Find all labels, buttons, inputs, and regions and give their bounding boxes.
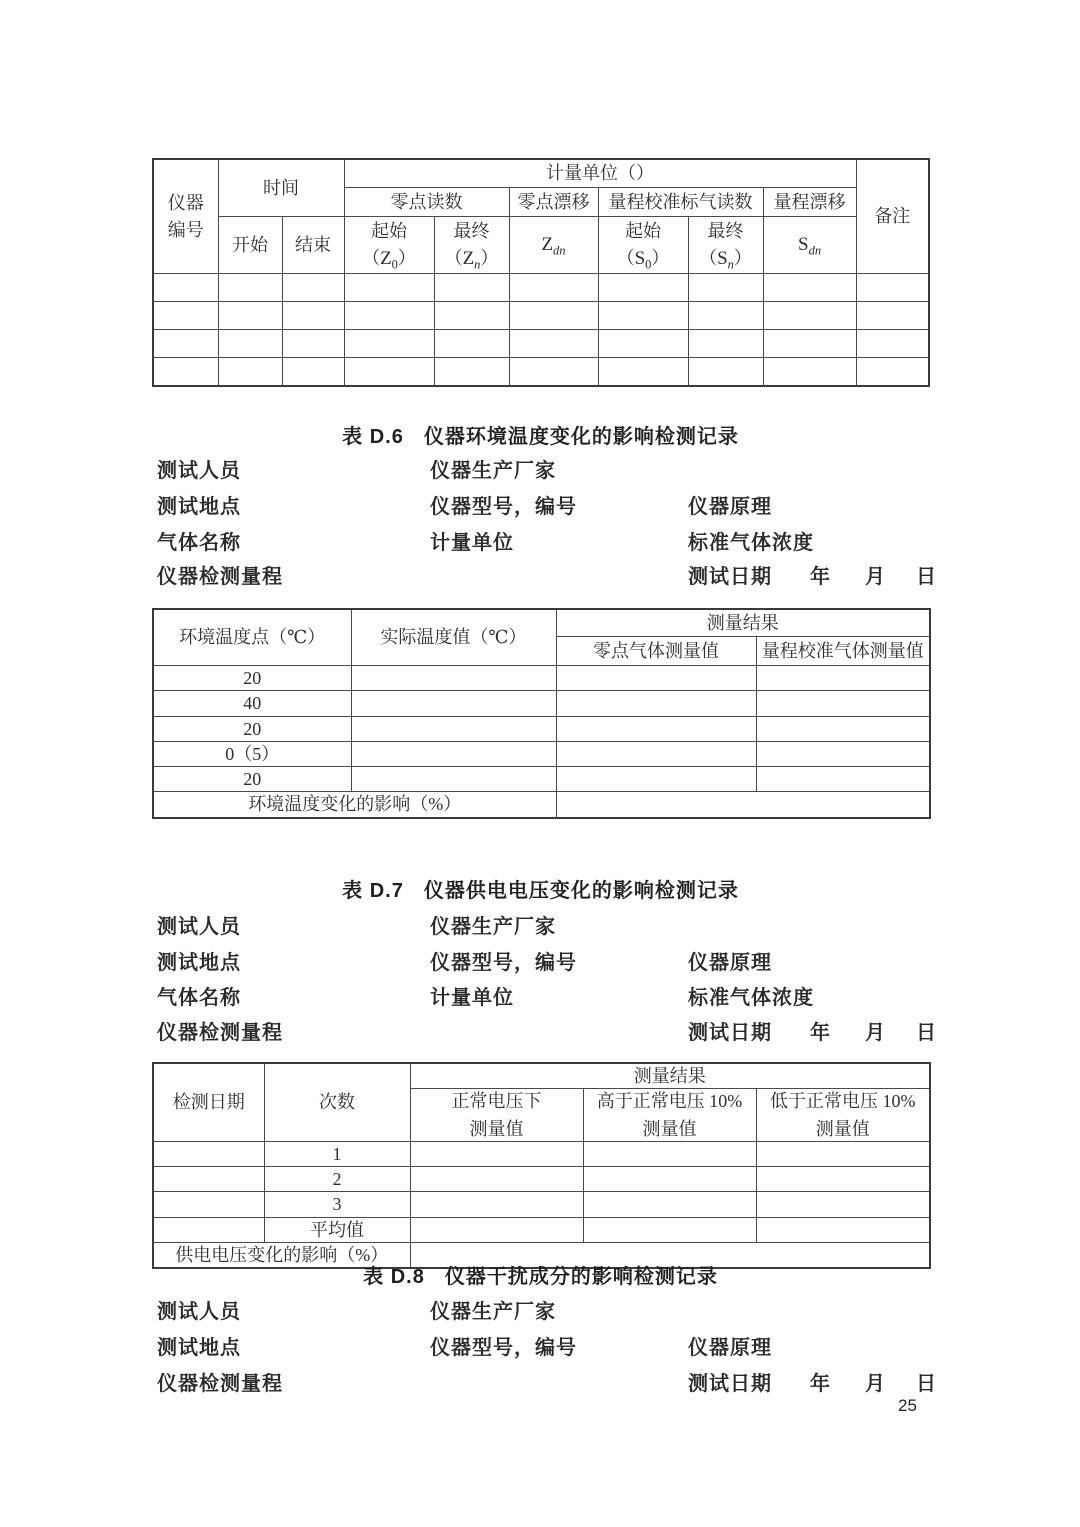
data-cell-temp: 20 bbox=[153, 767, 351, 792]
footer-cell-influence: 环境温度变化的影响（%） bbox=[153, 792, 556, 818]
empty-cell bbox=[153, 274, 218, 302]
label-month: 月 bbox=[865, 1022, 886, 1044]
label-year: 年 bbox=[810, 566, 831, 588]
header-cell-span-final: 最终 $(S_n)$ bbox=[688, 217, 763, 274]
table-row bbox=[153, 159, 929, 188]
label-range: 仪器检测量程 bbox=[157, 1022, 283, 1044]
voltage-table bbox=[152, 1062, 931, 1269]
header-cell-span-reading: 量程校准标气读数 bbox=[598, 188, 763, 217]
label-date: 测试日期 bbox=[688, 566, 772, 588]
zdn-symbol: Z bbox=[541, 234, 554, 256]
label-model: 仪器型号，编号 bbox=[430, 952, 577, 974]
table-row bbox=[153, 691, 930, 716]
label-std-conc: 标准气体浓度 bbox=[688, 532, 814, 554]
form-row bbox=[152, 1295, 929, 1321]
header-cell-normal-voltage: 正常电压下 测量值 bbox=[410, 1089, 583, 1142]
label-year: 年 bbox=[810, 1022, 831, 1044]
header-cell-zero-drift: 零点漂移 bbox=[509, 188, 598, 217]
table-row bbox=[153, 792, 930, 818]
table-row bbox=[153, 1141, 930, 1166]
header-cell-actual-temp: 实际温度值（℃） bbox=[351, 609, 556, 666]
header-cell-remark: 备注 bbox=[856, 159, 929, 274]
table-row bbox=[153, 330, 929, 358]
table-row bbox=[153, 741, 930, 766]
section-title-d8 bbox=[152, 1260, 929, 1289]
header-cell-zero-final: 最终 $(Z_n)$ bbox=[434, 217, 509, 274]
table-row bbox=[153, 1192, 930, 1217]
table-number: 表 D.8 bbox=[363, 1266, 425, 1288]
label-location: 测试地点 bbox=[157, 952, 241, 974]
data-cell-times: 3 bbox=[264, 1192, 410, 1217]
drift-record-table bbox=[152, 158, 930, 387]
empty-cell bbox=[153, 1167, 264, 1192]
label-year: 年 bbox=[810, 1373, 831, 1395]
header-cell-span-gas: 量程校准气体测量值 bbox=[756, 637, 930, 666]
table-row bbox=[153, 358, 929, 387]
header-cell-times: 次数 bbox=[264, 1063, 410, 1141]
table-number: 表 D.7 bbox=[342, 880, 404, 902]
table-row bbox=[153, 716, 930, 741]
table-row bbox=[153, 1217, 930, 1242]
table-row bbox=[153, 274, 929, 302]
header-cell-zdn: $Z_{dn}$ bbox=[509, 217, 598, 274]
label-range: 仪器检测量程 bbox=[157, 566, 283, 588]
form-row bbox=[152, 946, 929, 972]
label-gas-name: 气体名称 bbox=[157, 987, 241, 1009]
label-unit: 计量单位 bbox=[430, 532, 514, 554]
label-std-conc: 标准气体浓度 bbox=[688, 987, 814, 1009]
label-month: 月 bbox=[865, 566, 886, 588]
label-manufacturer: 仪器生产厂家 bbox=[430, 1301, 556, 1323]
header-cell-zero-initial: 起始 $(Z_0)$ bbox=[344, 217, 434, 274]
header-cell-sdn: $S_{dn}$ bbox=[763, 217, 856, 274]
table-row bbox=[153, 767, 930, 792]
label-principle: 仪器原理 bbox=[688, 1337, 772, 1359]
header-cell-result: 测量结果 bbox=[410, 1063, 930, 1089]
empty-cell bbox=[556, 792, 930, 818]
env-temp-table bbox=[152, 608, 931, 819]
header-cell-time: 时间 bbox=[218, 159, 344, 217]
label-range: 仪器检测量程 bbox=[157, 1373, 283, 1395]
form-row bbox=[152, 910, 929, 936]
data-cell-times: 1 bbox=[264, 1141, 410, 1166]
z0-symbol: $(Z_0)$ bbox=[362, 247, 416, 272]
empty-cell bbox=[153, 1192, 264, 1217]
form-row bbox=[152, 560, 937, 588]
label-date: 测试日期 bbox=[688, 1373, 772, 1395]
footer-cell-influence: 供电电压变化的影响（%） bbox=[153, 1243, 410, 1269]
empty-cell bbox=[153, 1141, 264, 1166]
table-row bbox=[153, 609, 930, 637]
label-principle: 仪器原理 bbox=[688, 952, 772, 974]
header-cell-unit: 计量单位（） bbox=[344, 159, 856, 188]
form-row bbox=[152, 454, 929, 480]
header-cell-low-voltage: 低于正常电压 10% 测量值 bbox=[756, 1089, 930, 1142]
form-row bbox=[152, 1016, 937, 1044]
header-cell-zero-gas: 零点气体测量值 bbox=[556, 637, 756, 666]
header-cell-result: 测量结果 bbox=[556, 609, 930, 637]
header-cell-span-drift: 量程漂移 bbox=[763, 188, 856, 217]
data-cell-times: 平均值 bbox=[264, 1217, 410, 1242]
header-cell-instrument-no: 仪器 编号 bbox=[153, 159, 218, 274]
label-manufacturer: 仪器生产厂家 bbox=[430, 460, 556, 482]
table-row bbox=[153, 302, 929, 330]
form-row bbox=[152, 490, 929, 516]
data-cell-times: 2 bbox=[264, 1167, 410, 1192]
sn-symbol: $(S_n)$ bbox=[699, 247, 752, 272]
table-row bbox=[153, 1167, 930, 1192]
empty-cell bbox=[153, 1217, 264, 1242]
label-tester: 测试人员 bbox=[157, 460, 241, 482]
data-cell-temp: 40 bbox=[153, 691, 351, 716]
label-tester: 测试人员 bbox=[157, 916, 241, 938]
page-number: 25 bbox=[898, 1396, 917, 1415]
table-row bbox=[153, 666, 930, 691]
header-cell-start: 开始 bbox=[218, 217, 282, 274]
label-location: 测试地点 bbox=[157, 1337, 241, 1359]
form-row bbox=[152, 1331, 929, 1357]
title-text: 仪器干扰成分的影响检测记录 bbox=[444, 1266, 718, 1288]
zn-symbol: $(Z_n)$ bbox=[444, 247, 499, 272]
table-row bbox=[153, 217, 929, 274]
label-month: 月 bbox=[865, 1373, 886, 1395]
empty-cell bbox=[153, 358, 218, 387]
label-day: 日 bbox=[916, 1373, 937, 1395]
label-unit: 计量单位 bbox=[430, 987, 514, 1009]
form-row bbox=[152, 981, 929, 1007]
section-title-d7 bbox=[152, 874, 929, 903]
label-date: 测试日期 bbox=[688, 1022, 772, 1044]
data-cell-temp: 20 bbox=[153, 716, 351, 741]
form-row bbox=[152, 526, 929, 552]
header-cell-temp-point: 环境温度点（℃） bbox=[153, 609, 351, 666]
label-model: 仪器型号，编号 bbox=[430, 496, 577, 518]
header-cell-end: 结束 bbox=[282, 217, 344, 274]
header-cell-high-voltage: 高于正常电压 10% 测量值 bbox=[583, 1089, 756, 1142]
section-title-d6 bbox=[152, 420, 929, 449]
header-cell-span-initial: 起始 $(S_0)$ bbox=[598, 217, 688, 274]
form-row bbox=[152, 1367, 937, 1395]
header-cell-zero-reading: 零点读数 bbox=[344, 188, 509, 217]
empty-cell bbox=[153, 302, 218, 330]
table-number: 表 D.6 bbox=[342, 426, 404, 448]
label-gas-name: 气体名称 bbox=[157, 532, 241, 554]
label-location: 测试地点 bbox=[157, 496, 241, 518]
table-row bbox=[153, 1063, 930, 1089]
header-cell-date: 检测日期 bbox=[153, 1063, 264, 1141]
label-day: 日 bbox=[916, 566, 937, 588]
label-day: 日 bbox=[916, 1022, 937, 1044]
empty-cell bbox=[153, 330, 218, 358]
data-cell-temp: 0（5） bbox=[153, 741, 351, 766]
title-text: 仪器环境温度变化的影响检测记录 bbox=[423, 426, 739, 448]
label-tester: 测试人员 bbox=[157, 1301, 241, 1323]
sdn-symbol: S bbox=[797, 234, 809, 256]
label-model: 仪器型号，编号 bbox=[430, 1337, 577, 1359]
s0-symbol: $(S_0)$ bbox=[616, 247, 670, 272]
data-cell-temp: 20 bbox=[153, 666, 351, 691]
title-text: 仪器供电电压变化的影响检测记录 bbox=[423, 880, 739, 902]
label-principle: 仪器原理 bbox=[688, 496, 772, 518]
label-manufacturer: 仪器生产厂家 bbox=[430, 916, 556, 938]
